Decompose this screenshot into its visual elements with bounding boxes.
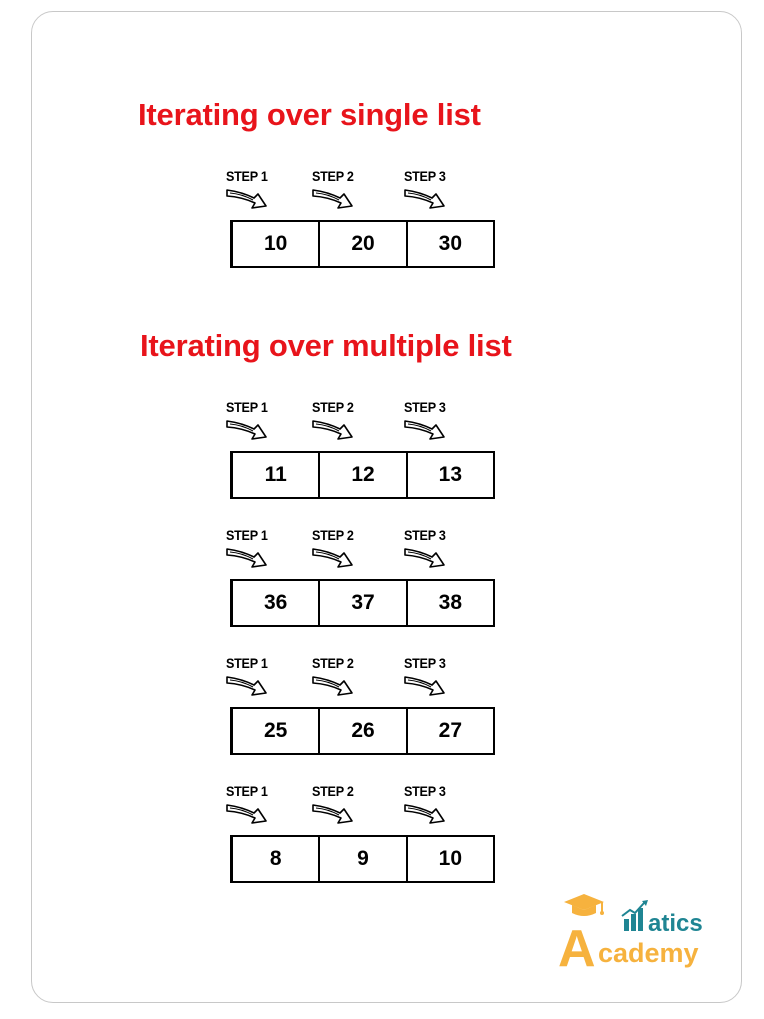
step-3 bbox=[400, 527, 470, 577]
list-box bbox=[230, 220, 495, 268]
steps-row bbox=[222, 527, 502, 577]
list-cell: 30 bbox=[406, 222, 493, 266]
curved-arrow-icon bbox=[224, 671, 274, 701]
step-label: STEP 1 bbox=[226, 655, 268, 671]
logo bbox=[556, 890, 726, 970]
step-label: STEP 2 bbox=[312, 399, 354, 415]
step-label: STEP 3 bbox=[404, 399, 446, 415]
steps-row bbox=[222, 399, 502, 449]
list-cell: 10 bbox=[406, 837, 493, 881]
list-cell: 20 bbox=[318, 222, 405, 266]
list-cell: 37 bbox=[318, 581, 405, 625]
curved-arrow-icon bbox=[310, 671, 360, 701]
list-box bbox=[230, 579, 495, 627]
step-label: STEP 2 bbox=[312, 527, 354, 543]
step-3 bbox=[400, 399, 470, 449]
heading-single-list: Iterating over single list bbox=[138, 97, 481, 132]
step-3 bbox=[400, 168, 470, 218]
list-cell: 36 bbox=[263, 591, 288, 614]
curved-arrow-icon bbox=[224, 799, 274, 829]
step-2 bbox=[308, 399, 378, 449]
list-cell: 11 bbox=[264, 463, 287, 486]
steps-row bbox=[222, 655, 502, 705]
step-1 bbox=[222, 655, 292, 705]
curved-arrow-icon bbox=[310, 799, 360, 829]
logo-bottom-text: cademy bbox=[598, 938, 699, 968]
curved-arrow-icon bbox=[224, 543, 274, 573]
step-3 bbox=[400, 655, 470, 705]
graduation-cap-icon bbox=[564, 894, 604, 916]
bar-chart-icon bbox=[622, 900, 648, 931]
curved-arrow-icon bbox=[310, 184, 360, 214]
list-cell: 25 bbox=[263, 719, 288, 742]
step-label: STEP 3 bbox=[404, 783, 446, 799]
list-cell: 13 bbox=[406, 453, 493, 497]
heading-multiple-list: Iterating over multiple list bbox=[140, 328, 512, 363]
step-label: STEP 2 bbox=[312, 168, 354, 184]
step-1 bbox=[222, 783, 292, 833]
step-label: STEP 1 bbox=[226, 399, 268, 415]
list-box bbox=[230, 707, 495, 755]
step-label: STEP 1 bbox=[226, 783, 268, 799]
curved-arrow-icon bbox=[402, 799, 452, 829]
step-1 bbox=[222, 168, 292, 218]
step-label: STEP 2 bbox=[312, 783, 354, 799]
list-cell: 8 bbox=[269, 847, 282, 870]
curved-arrow-icon bbox=[310, 415, 360, 445]
list-cell: 38 bbox=[406, 581, 493, 625]
list-box bbox=[230, 835, 495, 883]
step-2 bbox=[308, 655, 378, 705]
curved-arrow-icon bbox=[402, 671, 452, 701]
step-label: STEP 2 bbox=[312, 655, 354, 671]
step-label: STEP 1 bbox=[226, 168, 268, 184]
logo-graphic bbox=[556, 890, 726, 970]
logo-letter: A bbox=[558, 920, 596, 970]
step-label: STEP 3 bbox=[404, 168, 446, 184]
step-label: STEP 3 bbox=[404, 527, 446, 543]
curved-arrow-icon bbox=[402, 184, 452, 214]
step-3 bbox=[400, 783, 470, 833]
curved-arrow-icon bbox=[224, 415, 274, 445]
step-1 bbox=[222, 399, 292, 449]
logo-top-text: atics bbox=[648, 910, 703, 937]
list-box bbox=[230, 451, 495, 499]
list-cell: 27 bbox=[406, 709, 493, 753]
list-cell: 12 bbox=[318, 453, 405, 497]
curved-arrow-icon bbox=[310, 543, 360, 573]
list-cell: 9 bbox=[318, 837, 405, 881]
steps-row bbox=[222, 168, 502, 218]
step-label: STEP 3 bbox=[404, 655, 446, 671]
step-2 bbox=[308, 527, 378, 577]
curved-arrow-icon bbox=[224, 184, 274, 214]
curved-arrow-icon bbox=[402, 415, 452, 445]
step-2 bbox=[308, 168, 378, 218]
list-cell: 26 bbox=[318, 709, 405, 753]
step-label: STEP 1 bbox=[226, 527, 268, 543]
step-1 bbox=[222, 527, 292, 577]
curved-arrow-icon bbox=[402, 543, 452, 573]
step-2 bbox=[308, 783, 378, 833]
list-cell: 10 bbox=[263, 232, 288, 255]
steps-row bbox=[222, 783, 502, 833]
